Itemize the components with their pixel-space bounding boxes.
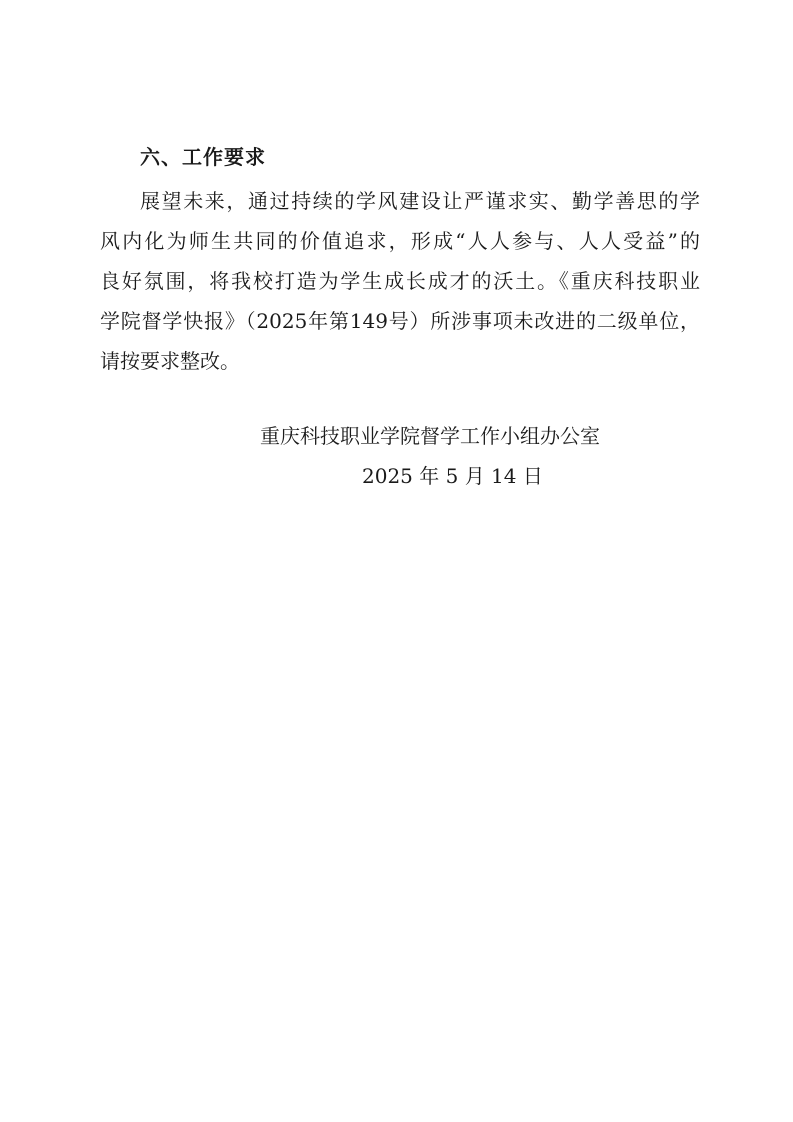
- paragraph-line-3: 良好氛围，将我校打造为学生成长成才的沃土。《重庆科技职业: [100, 269, 700, 293]
- paragraph-line-5: 请按要求整改。: [100, 349, 240, 373]
- section-heading: 六、工作要求: [140, 145, 266, 169]
- body-paragraph: [100, 181, 700, 381]
- paragraph-line-4: 学院督学快报》（2025年第149号）所涉事项未改进的二级单位，: [100, 309, 700, 333]
- signature-organization: 重庆科技职业学院督学工作小组办公室: [260, 424, 600, 448]
- paragraph-line-2: 风内化为师生共同的价值追求，形成“人人参与、人人受益”的: [100, 229, 700, 253]
- paragraph-line-1: 展望未来，通过持续的学风建设让严谨求实、勤学善思的学: [140, 189, 700, 213]
- signature-date: 2025 年 5 月 14 日: [362, 464, 543, 488]
